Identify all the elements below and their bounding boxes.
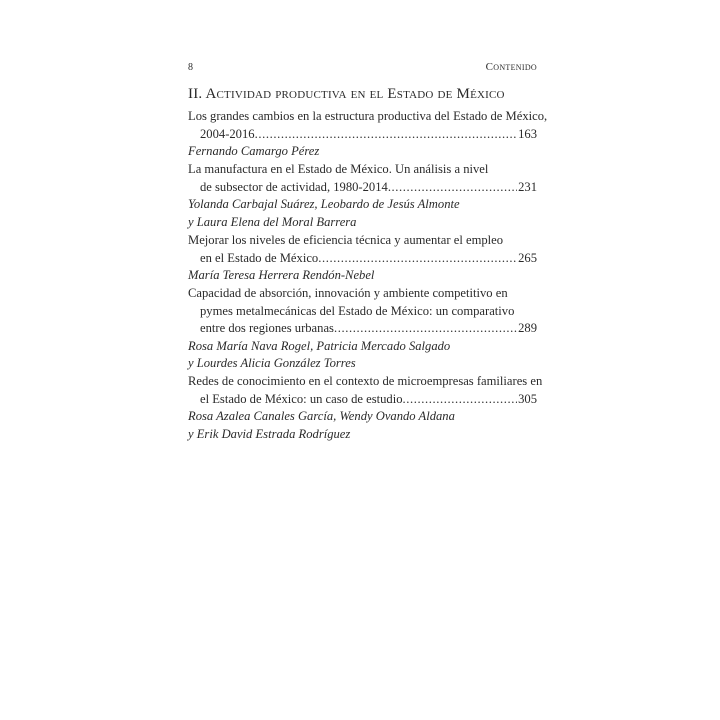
entry-leader-line (188, 320, 537, 338)
entry-title-end: de subsector de actividad, 1980-2014 (200, 179, 388, 194)
entry-title-end: 2004-2016 (200, 126, 255, 141)
entry-title: pymes metalmecánicas del Estado de México: un comparativo (200, 303, 515, 318)
entry-leader-line (188, 179, 537, 197)
entry-author: y Lourdes Alicia González Torres (188, 356, 356, 371)
entry-page: 289 (518, 321, 537, 336)
entry-page: 163 (518, 126, 537, 141)
entry-title: La manufactura en el Estado de México. Un análisis a nivel (188, 162, 489, 176)
entry-title-end: en el Estado de México (200, 250, 319, 265)
entry-title: Redes de conocimiento en el contexto de microempresas familiares en (188, 374, 543, 388)
entry-title: Capacidad de absorción, innovación y ambiente competitivo en (188, 286, 508, 300)
entry-page: 265 (518, 250, 537, 265)
dot-leader (318, 250, 517, 268)
entry-author: Rosa María Nava Rogel, Patricia Mercado Salgado (188, 338, 451, 353)
entry-title: Los grandes cambios en la estructura productiva del Estado de México, (188, 109, 548, 123)
dot-leader (255, 126, 518, 144)
dot-leader (388, 179, 517, 197)
toc-entry[interactable] (188, 161, 537, 231)
dot-leader (403, 391, 518, 409)
dot-leader (334, 320, 517, 338)
entry-author: Fernando Camargo Pérez (188, 144, 320, 159)
toc-entry[interactable] (188, 285, 537, 373)
entry-page: 231 (518, 179, 537, 194)
page-number: 8 (188, 62, 193, 73)
entry-author: y Laura Elena del Moral Barrera (188, 214, 357, 229)
entry-page: 305 (518, 391, 537, 406)
toc-entry[interactable] (188, 232, 537, 285)
section-title: II. Actividad productiva en el Estado de México (188, 86, 505, 102)
entry-title-end: entre dos regiones urbanas (200, 321, 334, 336)
entry-author: y Erik David Estrada Rodríguez (188, 426, 351, 441)
toc-entry[interactable] (188, 373, 543, 443)
running-title: Contenido (485, 61, 537, 73)
entry-author: Rosa Azalea Canales García, Wendy Ovando Aldana (188, 409, 455, 424)
entry-author: María Teresa Herrera Rendón-Nebel (188, 268, 375, 283)
entry-title: Mejorar los niveles de eficiencia técnica y aumentar el empleo (188, 233, 504, 247)
toc-entry[interactable] (188, 108, 548, 161)
entry-leader-line (188, 391, 537, 409)
entry-leader-line (188, 126, 537, 144)
entry-title-end: el Estado de México: un caso de estudio (200, 391, 403, 406)
entry-leader-line (188, 250, 537, 268)
entry-author: Yolanda Carbajal Suárez, Leobardo de Jesús Almonte (188, 197, 460, 212)
